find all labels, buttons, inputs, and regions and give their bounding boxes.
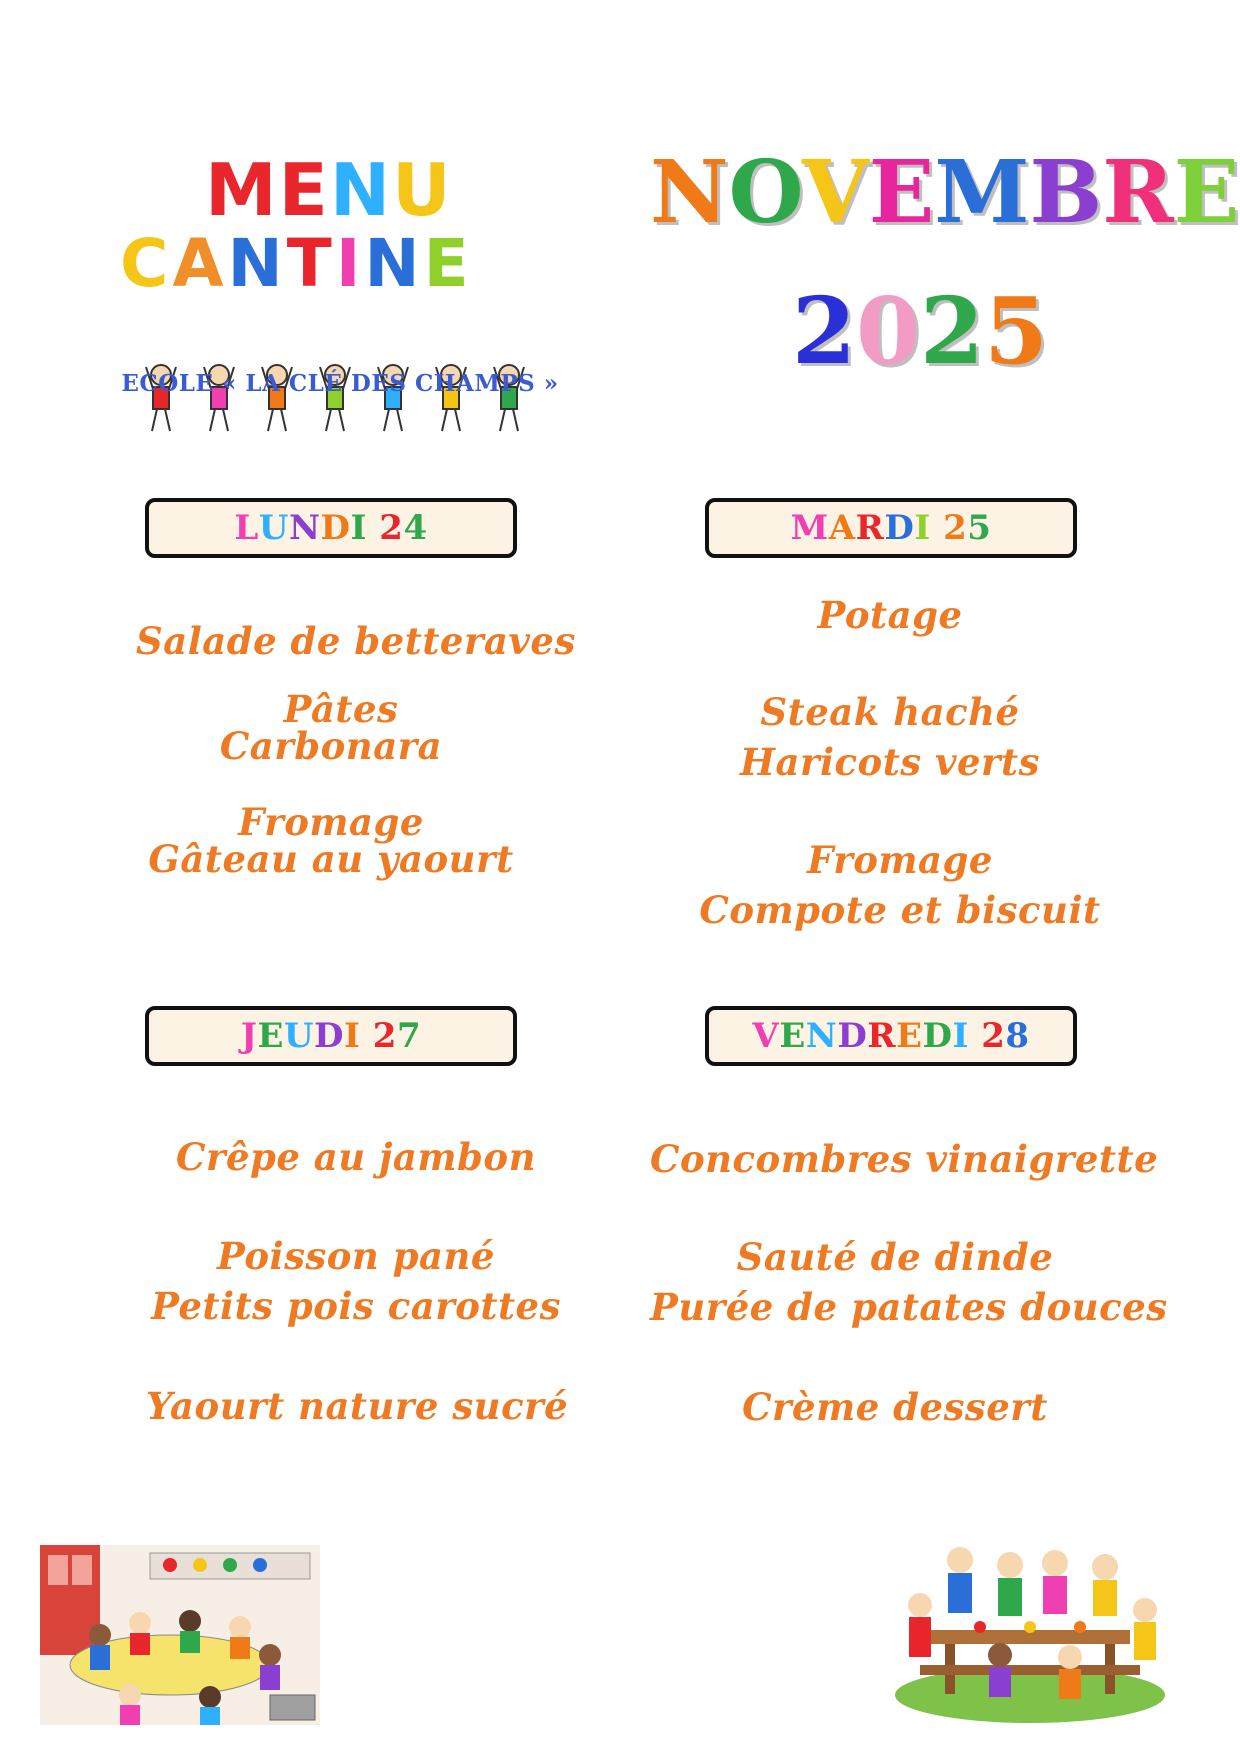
- logo-letter: M: [205, 148, 279, 232]
- year-digit: 5: [984, 277, 1049, 385]
- dish-item: Crêpe au jambon: [176, 1135, 536, 1179]
- month-letter: R: [1102, 142, 1174, 243]
- dish-item: Fromage: [807, 838, 993, 882]
- dish-item: Salade de betteraves: [136, 619, 576, 663]
- day-name-letter: I: [344, 1016, 361, 1056]
- day-name-letter: J: [240, 1016, 258, 1056]
- day-name-letter: E: [896, 1016, 923, 1056]
- day-name-letter: M: [790, 508, 829, 548]
- logo-letter: U: [392, 148, 453, 232]
- day-name-letter: E: [779, 1016, 806, 1056]
- day-header-vendredi: [705, 1006, 1077, 1066]
- day-name-letter: D: [314, 1016, 345, 1056]
- day-name-letter: V: [752, 1016, 780, 1056]
- month-letter: O: [728, 142, 803, 243]
- month-letter: E: [868, 142, 935, 243]
- day-name-letter: D: [320, 508, 351, 548]
- day-number-digit: 2: [981, 1016, 1006, 1056]
- year-digit: 2: [920, 277, 985, 385]
- day-name-letter: U: [283, 1016, 315, 1056]
- day-number-digit: 8: [1005, 1016, 1030, 1056]
- dish-item: Concombres vinaigrette: [650, 1137, 1159, 1181]
- day-number-digit: 2: [379, 508, 404, 548]
- menu-cantine-logo: [120, 140, 560, 410]
- day-name-letter: E: [257, 1016, 284, 1056]
- logo-letter: I: [335, 225, 365, 302]
- dish-item: Gâteau au yaourt: [148, 837, 514, 881]
- dish-item: Haricots verts: [740, 740, 1040, 784]
- dish-item: Carbonara: [219, 724, 443, 768]
- month-letter: E: [1173, 142, 1240, 243]
- school-name: ECOLE « LA CLÉ DES CHAMPS »: [121, 370, 559, 397]
- canteen-children-eating-icon: [40, 1545, 320, 1725]
- month-title: [650, 142, 1240, 243]
- logo-letter: T: [286, 225, 336, 302]
- month-letter: N: [650, 142, 729, 243]
- dish-item: Yaourt nature sucré: [146, 1384, 569, 1428]
- day-header-lundi: [145, 498, 517, 558]
- logo-letter: N: [227, 225, 287, 302]
- day-name-letter: L: [234, 508, 259, 548]
- dish-item: Fromage: [238, 800, 424, 844]
- month-letter: M: [934, 142, 1030, 243]
- logo-letter: A: [172, 225, 228, 302]
- day-name-letter: I: [350, 508, 367, 548]
- day-number-digit: 4: [403, 508, 428, 548]
- day-number-digit: 7: [396, 1016, 422, 1056]
- children-picnic-table-icon: [890, 1535, 1170, 1725]
- day-name-letter: N: [288, 508, 321, 548]
- spacer: [969, 1016, 981, 1056]
- day-header-mardi: [705, 498, 1077, 558]
- day-name-letter: R: [867, 1016, 897, 1056]
- month-letter: V: [802, 142, 869, 243]
- year-title: [650, 277, 1190, 385]
- logo-letter: E: [278, 148, 330, 232]
- day-number-digit: 2: [372, 1016, 397, 1056]
- year-digit: 2: [791, 277, 856, 385]
- day-number-digit: 2: [943, 508, 968, 548]
- dish-item: Steak haché: [760, 690, 1020, 734]
- dish-item: Pâtes: [283, 687, 399, 731]
- dish-item: Poisson pané: [217, 1234, 495, 1278]
- year-digit: 0: [855, 277, 920, 385]
- logo-letter: N: [329, 148, 393, 232]
- logo-letter: C: [120, 225, 173, 302]
- logo-letter: E: [423, 225, 473, 302]
- day-name-letter: N: [805, 1016, 838, 1056]
- dish-item: Sauté de dinde: [736, 1235, 1054, 1279]
- day-name-letter: I: [952, 1016, 969, 1056]
- dish-item: Petits pois carottes: [151, 1284, 561, 1328]
- dish-item: Purée de patates douces: [650, 1285, 1168, 1329]
- day-name-letter: R: [855, 508, 885, 548]
- spacer: [367, 508, 379, 548]
- day-name-letter: I: [914, 508, 931, 548]
- dish-item: Potage: [817, 593, 963, 637]
- month-letter: B: [1029, 142, 1103, 243]
- day-name-letter: D: [922, 1016, 953, 1056]
- logo-word-menu: [205, 148, 453, 232]
- spacer: [931, 508, 943, 548]
- dish-item: Crème dessert: [742, 1385, 1048, 1429]
- logo-letter: N: [364, 225, 424, 302]
- day-name-letter: A: [828, 508, 856, 548]
- day-number-digit: 5: [967, 508, 992, 548]
- day-name-letter: D: [837, 1016, 868, 1056]
- day-name-letter: U: [258, 508, 289, 548]
- day-name-letter: D: [884, 508, 915, 548]
- spacer: [360, 1016, 372, 1056]
- day-header-jeudi: [145, 1006, 517, 1066]
- dish-item: Compote et biscuit: [699, 888, 1101, 932]
